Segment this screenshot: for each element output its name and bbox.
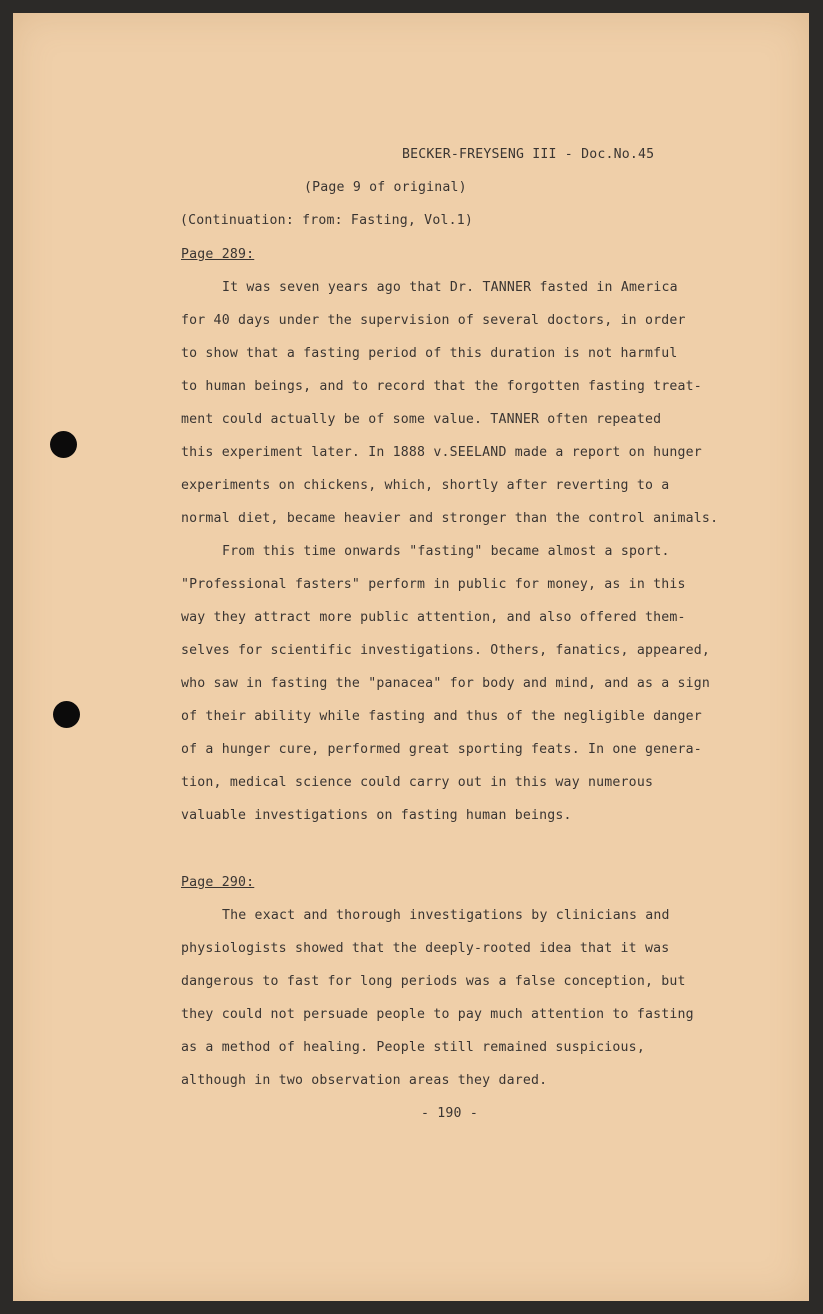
- text-line: physiologists showed that the deeply-rooted idea that it was: [181, 941, 670, 956]
- text-line: for 40 days under the supervision of several doctors, in order: [181, 313, 686, 328]
- text-line: this experiment later. In 1888 v.SEELAND made a report on hunger: [181, 445, 702, 460]
- text-line: From this time onwards "fasting" became almost a sport.: [222, 544, 670, 559]
- text-line: experiments on chickens, which, shortly after reverting to a: [181, 478, 670, 493]
- text-line: to show that a fasting period of this duration is not harmful: [181, 346, 678, 361]
- text-line: they could not persuade people to pay much attention to fasting: [181, 1007, 694, 1022]
- document-page: [13, 13, 809, 1301]
- text-line: selves for scientific investigations. Others, fanatics, appeared,: [181, 643, 711, 658]
- section-heading-page-290: Page 290:: [181, 875, 255, 890]
- punch-hole: [50, 431, 77, 458]
- text-line: way they attract more public attention, and also offered them-: [181, 610, 686, 625]
- section-heading-page-289: Page 289:: [181, 247, 255, 262]
- text-line: of a hunger cure, performed great sporting feats. In one genera-: [181, 742, 702, 757]
- text-line: to human beings, and to record that the forgotten fasting treat-: [181, 379, 702, 394]
- page-number: - 190 -: [421, 1106, 478, 1121]
- continuation-note: (Continuation: from: Fasting, Vol.1): [180, 213, 474, 228]
- text-line: dangerous to fast for long periods was a false conception, but: [181, 974, 686, 989]
- text-line: tion, medical science could carry out in this way numerous: [181, 775, 654, 790]
- text-line: although in two observation areas they dared.: [181, 1073, 548, 1088]
- text-line: The exact and thorough investigations by clinicians and: [222, 908, 670, 923]
- text-line: normal diet, became heavier and stronger than the control animals.: [181, 511, 719, 526]
- text-line: "Professional fasters" perform in public for money, as in this: [181, 577, 686, 592]
- document-reference: BECKER-FREYSENG III - Doc.No.45: [402, 147, 655, 162]
- original-page-note: (Page 9 of original): [304, 180, 467, 195]
- text-line: of their ability while fasting and thus of the negligible danger: [181, 709, 702, 724]
- text-line: as a method of healing. People still remained suspicious,: [181, 1040, 645, 1055]
- text-line: who saw in fasting the "panacea" for body and mind, and as a sign: [181, 676, 711, 691]
- punch-hole: [53, 701, 80, 728]
- text-line: valuable investigations on fasting human beings.: [181, 808, 572, 823]
- text-line: ment could actually be of some value. TANNER often repeated: [181, 412, 662, 427]
- text-line: It was seven years ago that Dr. TANNER fasted in America: [222, 280, 678, 295]
